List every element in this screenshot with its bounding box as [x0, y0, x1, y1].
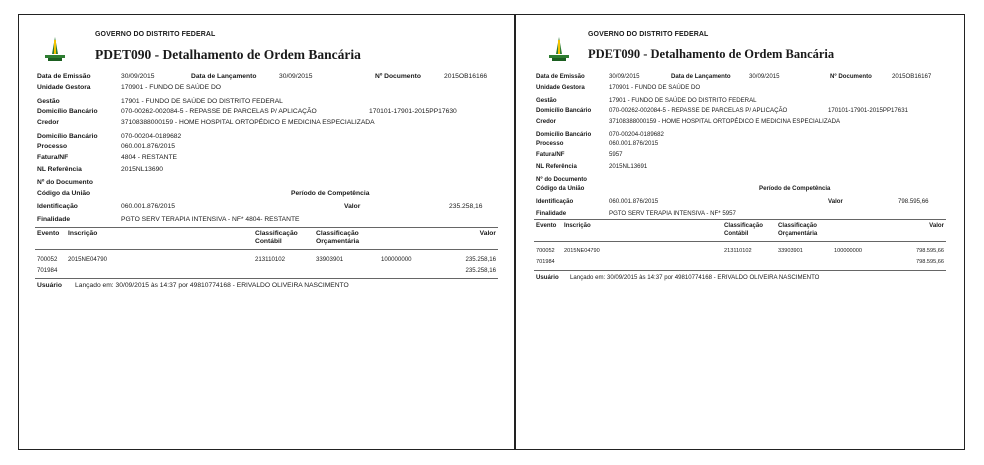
document-title: PDET090 - Detalhamento de Ordem Bancária: [95, 47, 361, 62]
col-inscricao: Inscrição: [564, 222, 591, 230]
value-gestao: 17901 - FUNDO DE SAÚDE DO DISTRITO FEDERAL: [121, 97, 283, 105]
cell-orcamentaria: 33903901: [778, 248, 803, 255]
label-finalidade: Finalidade: [37, 216, 71, 224]
col-valor: Valor: [929, 222, 944, 230]
label-periodo-competencia: Período de Competência: [759, 184, 831, 192]
label-codigo-uniao: Código da União: [536, 184, 585, 192]
col-inscricao: Inscrição: [68, 229, 98, 237]
table-row: [534, 257, 946, 268]
col-evento: Evento: [536, 222, 557, 230]
cell-valor: 798.595,66: [916, 248, 944, 255]
label-data-lancamento: Data de Lançamento: [191, 73, 257, 80]
document-header: [19, 27, 514, 71]
value-credor: 37108388000159 - HOME HOSPITAL ORTOPÉDICO E MEDICINA ESPECIALIZADA: [609, 117, 841, 125]
document-title: PDET090 - Detalhamento de Ordem Bancária: [588, 47, 835, 61]
value-usuario: Lançado em: 30/09/2015 às 14:37 por 49810774168 - ERIVALDO OLIVEIRA NASCIMENTO: [570, 274, 820, 282]
col-class-contabil: Classificação Contábil: [724, 222, 763, 238]
label-nl-referencia: NL Referência: [536, 162, 577, 170]
label-data-lancamento: Data de Lançamento: [671, 73, 731, 80]
value-nl-referencia: 2015NL13690: [121, 165, 164, 173]
col-class-orcamentaria: Classificação Orçamentária: [316, 229, 360, 245]
government-name: GOVERNO DO DISTRITO FEDERAL: [588, 31, 709, 38]
document-panel-right: [515, 14, 965, 450]
label-processo: Processo: [536, 140, 564, 148]
label-credor: Credor: [37, 119, 59, 127]
value-domicilio-bancario-2: 070-00204-0189682: [609, 130, 664, 138]
label-n-documento: Nº Documento: [375, 73, 421, 80]
label-data-emissao: Data de Emissão: [536, 73, 585, 80]
table-row: [35, 265, 498, 276]
value-domicilio-bancario-2: 070-00204-0189682: [121, 132, 182, 140]
label-gestao: Gestão: [536, 97, 557, 105]
label-domicilio-bancario-2: Domicílio Bancário: [37, 132, 98, 140]
label-fatura-nf: Fatura/NF: [37, 154, 69, 162]
usuario-line: [534, 270, 946, 284]
label-domicilio-bancario: Domicílio Bancário: [37, 108, 98, 116]
document-panel-left: [18, 14, 515, 450]
label-n-do-documento: Nº do Documento: [536, 175, 587, 183]
label-identificacao: Identificação: [37, 202, 78, 210]
cell-valor: 235.258,16: [465, 266, 496, 274]
cell-evento: 700052: [37, 255, 58, 263]
cell-evento: 701984: [536, 259, 555, 266]
table-header: [35, 227, 498, 250]
value-fatura-nf: 4804 - RESTANTE: [121, 154, 177, 162]
cell-valor: 235.258,16: [465, 255, 496, 263]
label-unidade-gestora: Unidade Gestora: [536, 84, 585, 92]
value-processo: 060.001.876/2015: [121, 143, 175, 151]
cell-extra: 100000000: [834, 248, 862, 255]
cell-evento: 701984: [37, 266, 58, 274]
value-unidade-gestora: 170901 - FUNDO DE SAÚDE DO: [121, 84, 221, 92]
value-domicilio-ref: 170101-17901-2015PP17630: [369, 108, 457, 116]
cell-extra: 100000000: [381, 255, 412, 263]
col-valor: Valor: [479, 229, 496, 237]
value-credor: 37108388000159 - HOME HOSPITAL ORTOPÉDICO E MEDICINA ESPECIALIZADA: [121, 119, 375, 127]
value-usuario: Lançado em: 30/09/2015 às 14:37 por 49810774168 - ERIVALDO OLIVEIRA NASCIMENTO: [75, 281, 349, 289]
cell-valor: 798.595,66: [916, 259, 944, 266]
label-processo: Processo: [37, 143, 68, 151]
document-fields: [19, 73, 514, 226]
value-processo: 060.001.876/2015: [609, 140, 659, 148]
label-periodo-competencia: Período de Competência: [291, 189, 370, 197]
label-gestao: Gestão: [37, 97, 60, 105]
value-n-documento: 2015OB16166: [444, 73, 488, 80]
label-domicilio-bancario-2: Domicílio Bancário: [536, 130, 592, 138]
label-n-do-documento: Nº do Documento: [37, 179, 93, 187]
value-identificacao: 060.001.876/2015: [121, 202, 175, 210]
value-gestao: 17901 - FUNDO DE SAÚDE DO DISTRITO FEDERAL: [609, 97, 757, 105]
value-identificacao: 060.001.876/2015: [609, 198, 659, 206]
label-domicilio-bancario: Domicílio Bancário: [536, 106, 592, 114]
value-data-emissao: 30/09/2015: [121, 73, 155, 80]
label-identificacao: Identificação: [536, 198, 574, 206]
value-domicilio-ref: 170101-17901-2015PP17631: [828, 106, 908, 114]
value-nl-referencia: 2015NL13691: [609, 162, 648, 170]
cell-inscricao: 2015NE04790: [564, 248, 600, 255]
label-usuario: Usuário: [536, 274, 559, 282]
table-row: [534, 246, 946, 257]
value-valor: 235.258,16: [449, 202, 483, 210]
label-unidade-gestora: Unidade Gestora: [37, 84, 91, 92]
label-usuario: Usuário: [37, 281, 62, 289]
value-n-documento: 2015OB16167: [892, 73, 932, 80]
col-class-contabil: Classificação Contábil: [255, 229, 298, 245]
value-finalidade: PGTO SERV TERAPIA INTENSIVA - NF* 5957: [609, 210, 736, 218]
value-domicilio-bancario: 070-00262-002084-5 - REPASSE DE PARCELAS P/ APLICAÇÃO: [609, 106, 788, 114]
label-data-emissao: Data de Emissão: [37, 73, 91, 80]
gdf-logo-icon: [44, 36, 66, 64]
label-valor: Valor: [344, 202, 361, 210]
table-header: [534, 219, 946, 242]
government-name: GOVERNO DO DISTRITO FEDERAL: [95, 31, 216, 38]
value-data-lancamento: 30/09/2015: [279, 73, 313, 80]
cell-contabil: 213110102: [255, 255, 286, 263]
document-fields: [516, 73, 964, 218]
cell-evento: 700052: [536, 248, 555, 255]
value-unidade-gestora: 170901 - FUNDO DE SAÚDE DO: [609, 84, 701, 92]
table-row: [35, 254, 498, 265]
col-class-orcamentaria: Classificação Orçamentária: [778, 222, 818, 238]
value-valor: 798.595,66: [898, 198, 929, 206]
usuario-line: [35, 278, 498, 292]
value-domicilio-bancario: 070-00262-002084-5 - REPASSE DE PARCELAS P/ APLICAÇÃO: [121, 108, 317, 116]
label-nl-referencia: NL Referência: [37, 165, 82, 173]
gdf-logo-icon: [548, 36, 570, 64]
cell-contabil: 213110102: [724, 248, 752, 255]
value-finalidade: PGTO SERV TERAPIA INTENSIVA - NF* 4804- RESTANTE: [121, 216, 300, 224]
label-valor: Valor: [828, 198, 843, 206]
col-evento: Evento: [37, 229, 60, 237]
label-codigo-uniao: Código da União: [37, 189, 91, 197]
value-fatura-nf: 5957: [609, 151, 623, 159]
label-finalidade: Finalidade: [536, 210, 567, 218]
label-n-documento: Nº Documento: [830, 73, 872, 80]
cell-inscricao: 2015NE04790: [68, 255, 107, 263]
cell-orcamentaria: 33903901: [316, 255, 344, 263]
label-credor: Credor: [536, 117, 556, 125]
value-data-emissao: 30/09/2015: [609, 73, 640, 80]
label-fatura-nf: Fatura/NF: [536, 151, 565, 159]
value-data-lancamento: 30/09/2015: [749, 73, 780, 80]
document-header: [516, 27, 964, 71]
